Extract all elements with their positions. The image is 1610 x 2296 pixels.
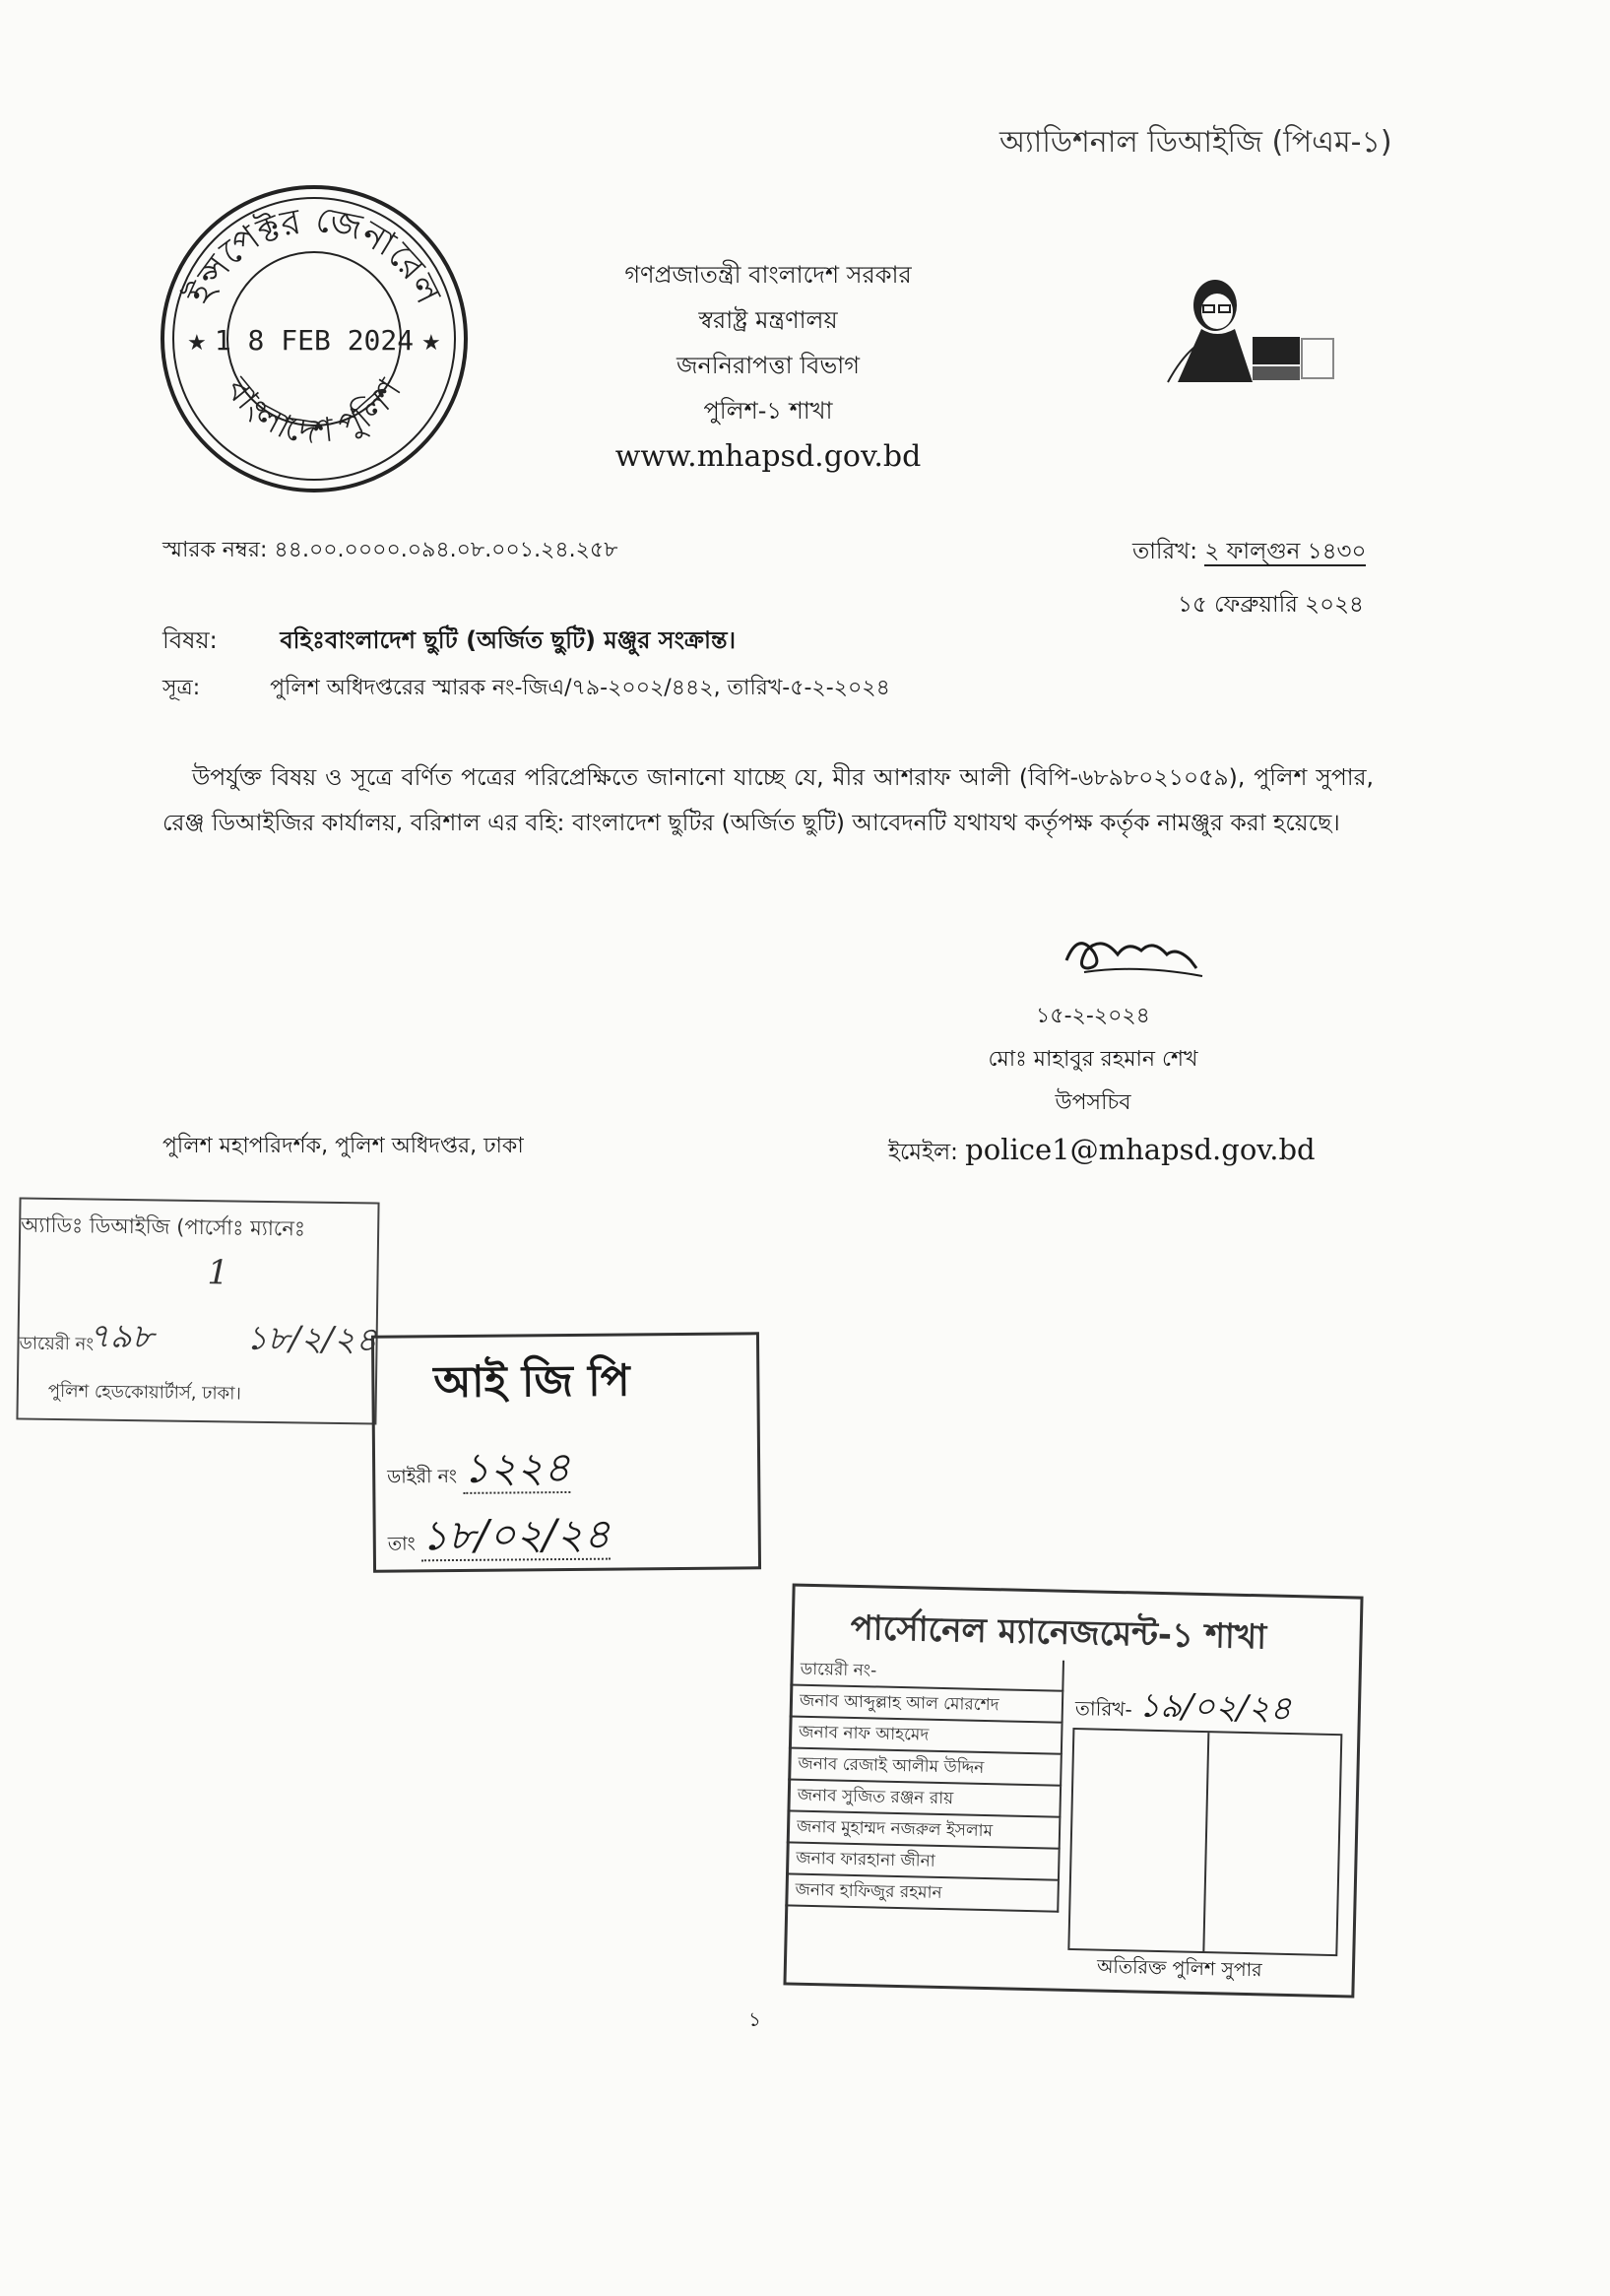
list-item: জনাব নাফ আহমেদ bbox=[789, 1717, 1063, 1754]
stamp1-diary-label: ডায়েরী নং bbox=[19, 1333, 95, 1355]
igp-diary-row bbox=[387, 1435, 571, 1507]
subject-text: বহিঃবাংলাদেশ ছুটি (অর্জিত ছুটি) মঞ্জুর সংক্রান্ত। bbox=[280, 626, 737, 654]
addl-dig-diary-stamp bbox=[16, 1197, 379, 1424]
branch-stamp-footer: অতিরিক্ত পুলিশ সুপার bbox=[1096, 1955, 1262, 1982]
seal-bottom-text: বাংলাদেশ পুলিশ bbox=[218, 370, 411, 453]
email-label: ইমেইল: bbox=[888, 1140, 958, 1165]
stamp1-diary-row bbox=[19, 1329, 94, 1360]
page-number: ১ bbox=[748, 2007, 761, 2031]
star-icon: ★ bbox=[187, 331, 207, 356]
igp-date-label: তাং bbox=[387, 1533, 416, 1555]
signatory-designation: উপসচিব bbox=[1055, 1090, 1131, 1115]
addl-dig-note: অ্যাডিশনাল ডিআইজি (পিএম-১) bbox=[999, 125, 1392, 160]
email-address: police1@mhapsd.gov.bd bbox=[965, 1133, 1316, 1166]
signatory-email-line bbox=[888, 1133, 1316, 1172]
reference-label: সূত্র: bbox=[162, 676, 201, 700]
list-item: জনাব রেজাই আলীম উদ্দিন bbox=[788, 1748, 1063, 1786]
memo-number: স্মারক নম্বর: ৪৪.০০.০০০০.০৯৪.০৮.০০১.২৪.২৫৮ bbox=[162, 538, 618, 562]
stamp1-mark: 1 bbox=[207, 1253, 229, 1293]
header-line-2: স্বরাষ্ট্র মন্ত্রণালয় bbox=[698, 306, 838, 334]
reference-line bbox=[162, 671, 890, 707]
grid-divider bbox=[1202, 1733, 1209, 1951]
memo-date-english: ১৫ ফেব্রুয়ারি ২০২৪ bbox=[1178, 592, 1364, 618]
seal-date: 1 8 FEB 2024 bbox=[214, 324, 415, 357]
memo-date-bangla bbox=[1132, 533, 1366, 571]
handwritten-signature bbox=[1059, 921, 1206, 982]
subject-line bbox=[162, 623, 736, 662]
sign-date: ১৫-২-২০২৪ bbox=[1036, 1004, 1150, 1028]
stamp1-hand-date: ১৮/২/২৪ bbox=[245, 1318, 378, 1360]
branch-date-value: ১৯/০২/২৪ bbox=[1137, 1685, 1293, 1730]
branch-date-label: তারিখ- bbox=[1074, 1696, 1133, 1722]
branch-stamp-title: পার্সোনেল ম্যানেজমেন্ট-১ শাখা bbox=[850, 1607, 1267, 1658]
signatory-block bbox=[975, 995, 1211, 1125]
stamp1-hand-number: ৭৯৮ bbox=[88, 1316, 155, 1357]
list-item: জনাব আব্দুল্লাহ আল মোরশেদ bbox=[790, 1685, 1064, 1723]
reference-text: পুলিশ অধিদপ্তরের স্মারক নং-জিএ/৭৯-২০০২/৪৪২, তারিখ-৫-২-২০২৪ bbox=[270, 676, 890, 700]
star-icon: ★ bbox=[421, 331, 441, 356]
igp-stamp-title: আই জি পি bbox=[433, 1355, 630, 1409]
header-line-4: পুলিশ-১ শাখা bbox=[703, 397, 833, 425]
list-item: জনাব হাফিজুর রহমান bbox=[785, 1874, 1060, 1912]
stamp1-office: পুলিশ হেডকোয়ার্টার্স, ঢাকা। bbox=[47, 1380, 242, 1405]
header-line-1: গণপ্রজাতন্ত্রী বাংলাদেশ সরকার bbox=[624, 261, 912, 289]
date-label: তারিখ: bbox=[1132, 539, 1198, 564]
list-item: জনাব মুহাম্মদ নজরুল ইসলাম bbox=[787, 1811, 1062, 1849]
igp-date-value: ১৮/০২/২৪ bbox=[420, 1509, 611, 1560]
seal-top-text: ইন্সপেক্টর জেনারেল bbox=[179, 199, 449, 311]
mujib-borsho-logo-icon bbox=[1162, 268, 1339, 384]
igp-date-row bbox=[387, 1502, 611, 1574]
igp-diary-label: ডাইরী নং bbox=[387, 1465, 458, 1488]
signatory-name: মোঃ মাহাবুর রহমান শেখ bbox=[988, 1047, 1198, 1072]
igp-diary-number: ১২২৪ bbox=[462, 1442, 571, 1492]
personnel-management-branch-stamp bbox=[783, 1583, 1361, 1998]
list-item: জনাব ফারহানা জীনা bbox=[786, 1843, 1061, 1880]
government-header bbox=[532, 252, 1004, 481]
header-line-3: জননিরাপত্তা বিভাগ bbox=[676, 352, 860, 379]
stamp1-title: অ্যাডিঃ ডিআইজি (পার্সোঃ ম্যানেঃ bbox=[21, 1213, 306, 1241]
subject-label: বিষয়: bbox=[162, 626, 218, 654]
branch-officer-list bbox=[785, 1654, 1064, 1912]
list-item: জনাব সুজিত রঞ্জন রায় bbox=[787, 1780, 1062, 1817]
branch-diary-label: ডায়েরী নং- bbox=[790, 1654, 1064, 1691]
inspector-general-round-seal bbox=[158, 182, 471, 495]
branch-sign-grid bbox=[1067, 1728, 1342, 1956]
igp-diary-stamp bbox=[371, 1332, 761, 1572]
date-bangla-value: ২ ফাল্গুন ১৪৩০ bbox=[1204, 539, 1367, 564]
ministry-website: www.mhapsd.gov.bd bbox=[614, 439, 922, 474]
body-paragraph: উপর্যুক্ত বিষয় ও সূত্রে বর্ণিত পত্রের পরিপ্রেক্ষিতে জানানো যাচ্ছে যে, মীর আশরাফ আলী (বিপি-৬৮৯৮০২১০৫৯), পুলিশ সুপার, রেঞ্জ ডিআইজির কার্যালয়, বরিশাল এর বহি: বাংলাদেশ ছুটির (অর্জিত ছুটি) আবেদনটি যথাযথ কর্তৃপক্ষ কর্তৃক নামঞ্জুর করা হয়েছে। bbox=[162, 763, 1374, 836]
recipient: পুলিশ মহাপরিদর্শক, পুলিশ অধিদপ্তর, ঢাকা bbox=[162, 1134, 524, 1158]
